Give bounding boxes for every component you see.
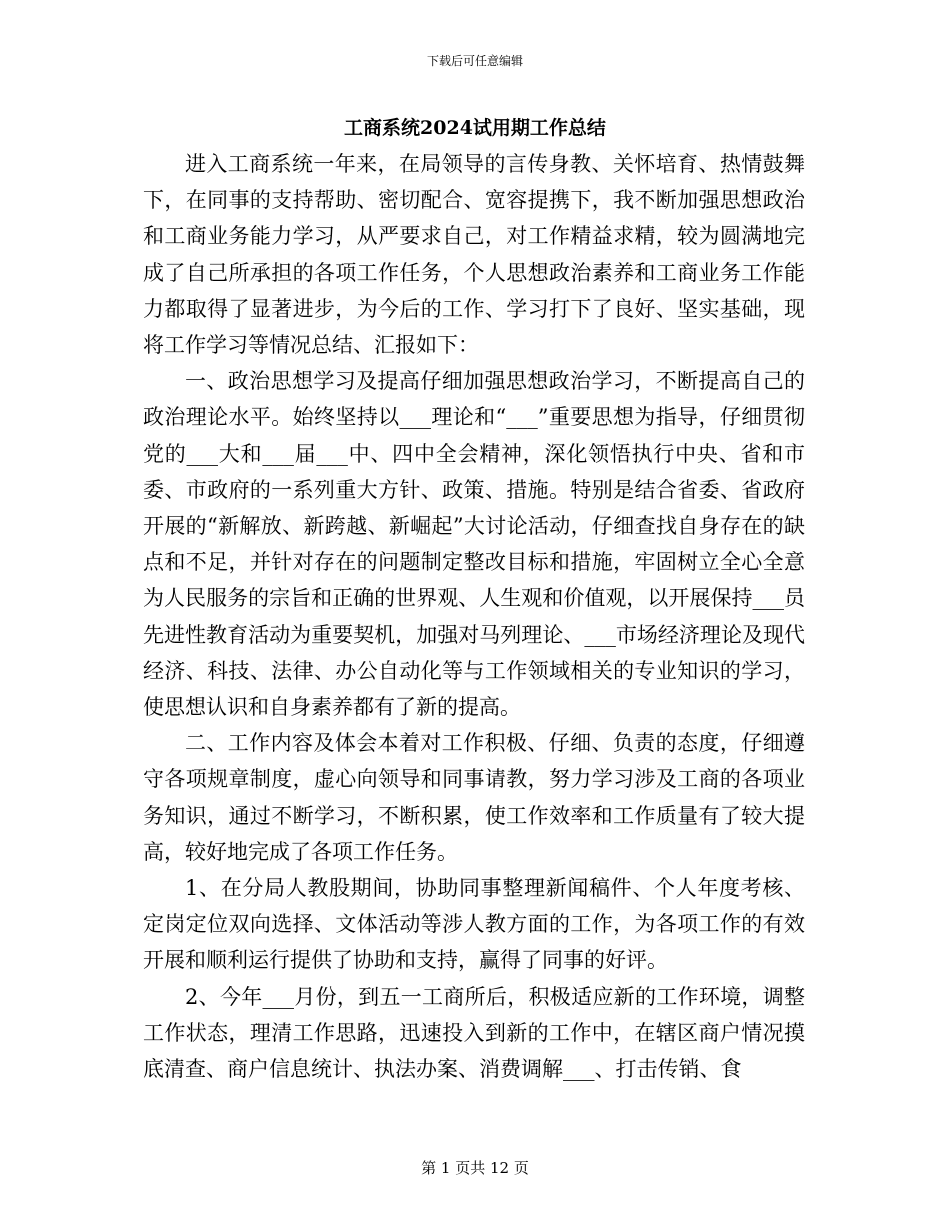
paragraph-work-content: 二、工作内容及体会本着对工作积极、仔细、负责的态度，仔细遵守各项规章制度，虚心向领导和同事请教，努力学习涉及工商的各项业务知识，通过不断学习，不断积累，使工作效率和工作质量有了较大提高，较好地完成了各项工作任务。 <box>143 731 805 864</box>
document-body <box>143 146 805 1087</box>
paragraph-item-2: 2、今年___月份，到五一工商所后，积极适应新的工作环境，调整工作状态，理清工作思路，迅速投入到新的工作中，在辖区商户情况摸底清查、商户信息统计、执法办案、消费调解___、打击传销、食 <box>143 984 805 1082</box>
page-header-note: 下载后可任意编辑 <box>426 54 523 68</box>
paragraph-item-1: 1、在分局人教股期间，协助同事整理新闻稿件、个人年度考核、定岗定位双向选择、文体活动等涉人教方面的工作，为各项工作的有效开展和顺利运行提供了协助和支持，赢得了同事的好评。 <box>143 876 805 973</box>
paragraph-intro: 进入工商系统一年来，在局领导的言传身教、关怀培育、热情鼓舞下，在同事的支持帮助、密切配合、宽容提携下，我不断加强思想政治和工商业务能力学习，从严要求自己，对工作精益求精，较为圆满地完成了自己所承担的各项工作任务，个人思想政治素养和工商业务工作能力都取得了显著进步，为今后的工作、学习打下了良好、坚实基础，现将工作学习等情况总结、汇报如下： <box>143 152 805 358</box>
document-title: 工商系统2024试用期工作总结 <box>344 117 606 139</box>
paragraph-political-study: 一、政治思想学习及提高仔细加强思想政治学习，不断提高自己的政治理论水平。始终坚持以___理论和“___”重要思想为指导，仔细贯彻党的___大和___届___中、四中全会精神，深化领悟执行中央、省和市委、市政府的一系列重大方针、政策、措施。特别是结合省委、省政府开展的“新解放、新跨越、新崛起”大讨论活动，仔细查找自身存在的缺点和不足，并针对存在的问题制定整改目标和措施，牢固树立全心全意为人民服务的宗旨和正确的世界观、人生观和价值观，以开展保持___员先进性教育活动为重要契机，加强对马列理论、___市场经济理论及现代经济、科技、法律、办公自动化等与工作领域相关的专业知识的学习，使思想认识和自身素养都有了新的提高。 <box>143 369 805 720</box>
page-number-footer: 第 1 页共 12 页 <box>421 1159 529 1177</box>
